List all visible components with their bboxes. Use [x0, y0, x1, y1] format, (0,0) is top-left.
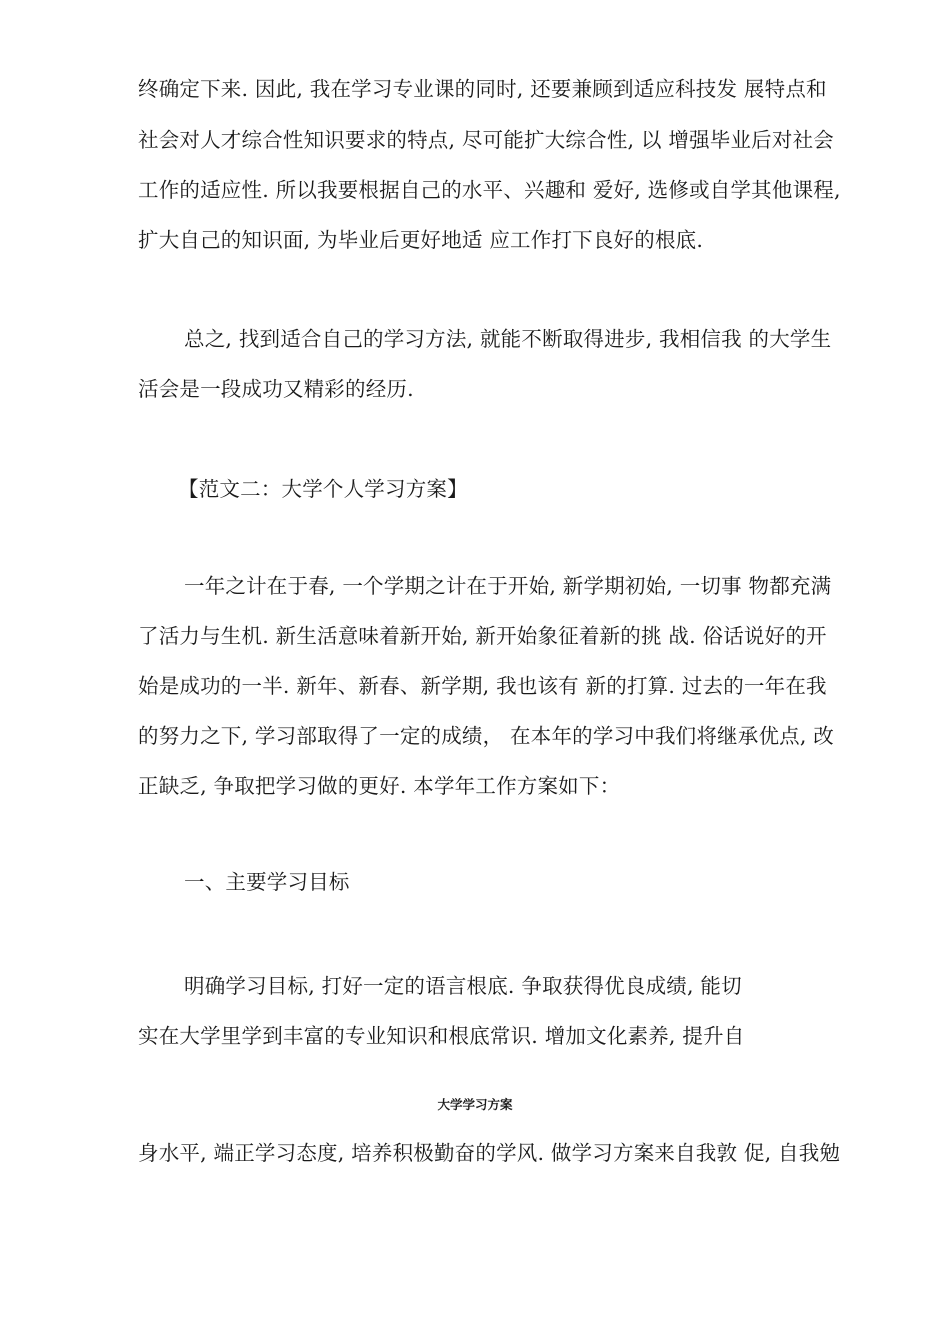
paragraph-line: 身水平, 端正学习态度, 培养积极勤奋的学风. 做学习方案来自我敦 促, 自我勉 [138, 1141, 841, 1165]
paragraph-line: 始是成功的一半. 新年、新春、新学期, 我也该有 新的打算. 过去的一年在我 [138, 674, 827, 698]
paragraph-line: 扩大自己的知识面, 为毕业后更好地适 应工作打下良好的根底. [138, 228, 704, 252]
paragraph-line: 总之, 找到适合自己的学习方法, 就能不断取得进步, 我相信我 的大学生 [184, 327, 832, 351]
paragraph-line: 工作的适应性. 所以我要根据自己的水平、兴趣和 爱好, 选修或自学其他课程, [138, 178, 841, 202]
paragraph-line: 活会是一段成功又精彩的经历. [138, 377, 414, 401]
page-footer-title: 大学学习方案 [437, 1097, 513, 1112]
subheading: 一、主要学习目标 [184, 870, 350, 894]
paragraph-line: 正缺乏, 争取把学习做的更好. 本学年工作方案如下： [138, 774, 621, 798]
paragraph-line: 终确定下来. 因此, 我在学习专业课的同时, 还要兼顾到适应科技发 展特点和 [138, 77, 827, 101]
paragraph-line: 了活力与生机. 新生活意味着新开始, 新开始象征着新的挑 战. 俗话说好的开 [138, 624, 827, 648]
paragraph-line: 实在大学里学到丰富的专业知识和根底常识. 增加文化素养, 提升自 [138, 1024, 745, 1048]
section-heading: 【范文二：大学个人学习方案】 [178, 477, 468, 501]
paragraph-line: 一年之计在于春, 一个学期之计在于开始, 新学期初始, 一切事 物都充满 [184, 574, 832, 598]
paragraph-line: 的努力之下, 学习部取得了一定的成绩， 在本年的学习中我们将继承优点, 改 [138, 724, 834, 748]
paragraph-line: 社会对人才综合性知识要求的特点, 尽可能扩大综合性, 以 增强毕业后对社会 [138, 128, 834, 152]
paragraph-line: 明确学习目标, 打好一定的语言根底. 争取获得优良成绩, 能切 [184, 974, 742, 998]
